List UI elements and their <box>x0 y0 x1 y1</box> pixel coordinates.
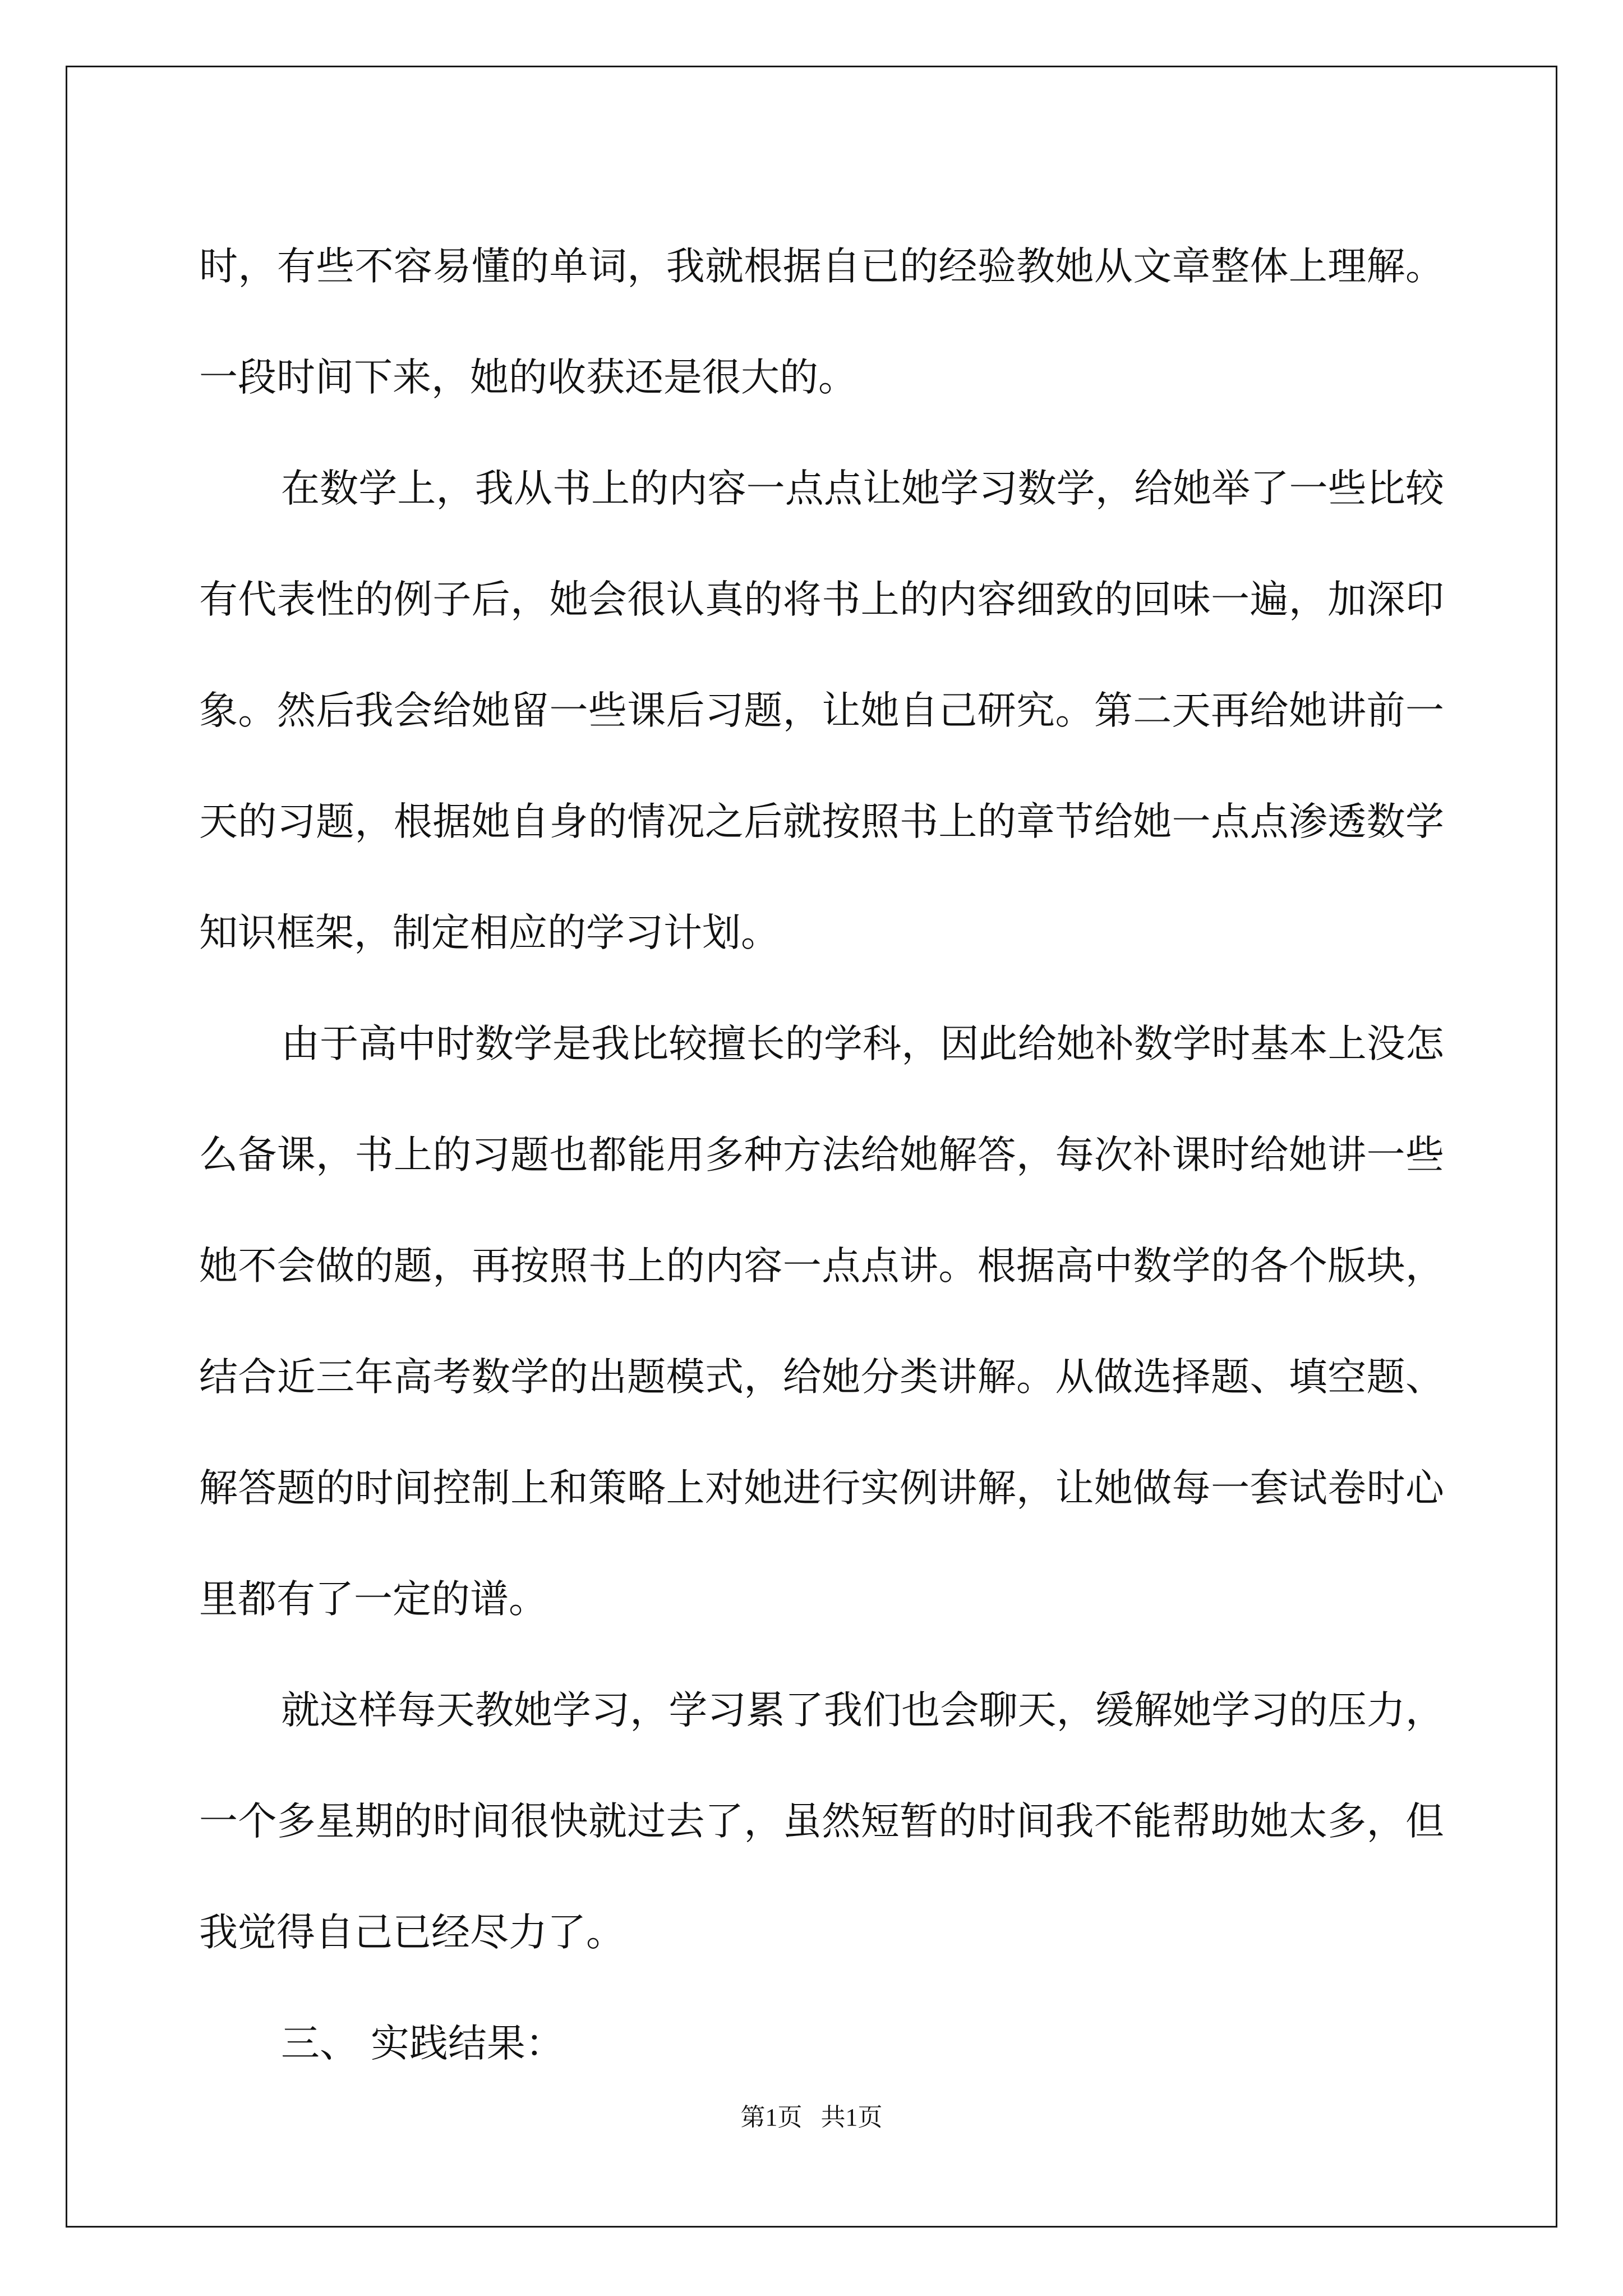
paragraph-1: 时，有些不容易懂的单词，我就根据自已的经验教她从文章整体上理解。一段时间下来，她的收获还是很大的。 <box>199 244 1444 400</box>
paragraph-3: 由于高中时数学是我比较擅长的学科，因此给她补数学时基本上没怎么备课，书上的习题也都能用多种方法给她解答，每次补课时给她讲一些她不会做的题，再按照书上的内容一点点讲。根据高中数学的各个版块，结合近三年高考数学的出题模式，给她分类讲解。从做选择题、填空题、解答题的时间控制上和策略上对她进行实例讲解，让她做每一套试卷时心里都有了一定的谱。 <box>199 1022 1444 1622</box>
page-number-footer: 第1页 共1页 <box>740 2104 883 2131</box>
paragraph-4: 就这样每天教她学习，学习累了我们也会聊天，缓解她学习的压力，一个多星期的时间很快就过去了，虽然短暂的时间我不能帮助她太多，但我觉得自己已经尽力了。 <box>199 1688 1444 1955</box>
section-heading: 三、 实践结果： <box>281 2021 564 2066</box>
paragraph-2: 在数学上，我从书上的内容一点点让她学习数学，给她举了一些比较有代表性的例子后，她会很认真的将书上的内容细致的回味一遍，加深印象。然后我会给她留一些课后习题，让她自己研究。第二天再给她讲前一天的习题，根据她自身的情况之后就按照书上的章节给她一点点渗透数学知识框架，制定相应的学习计划。 <box>199 466 1444 955</box>
document-body <box>199 211 1444 2099</box>
